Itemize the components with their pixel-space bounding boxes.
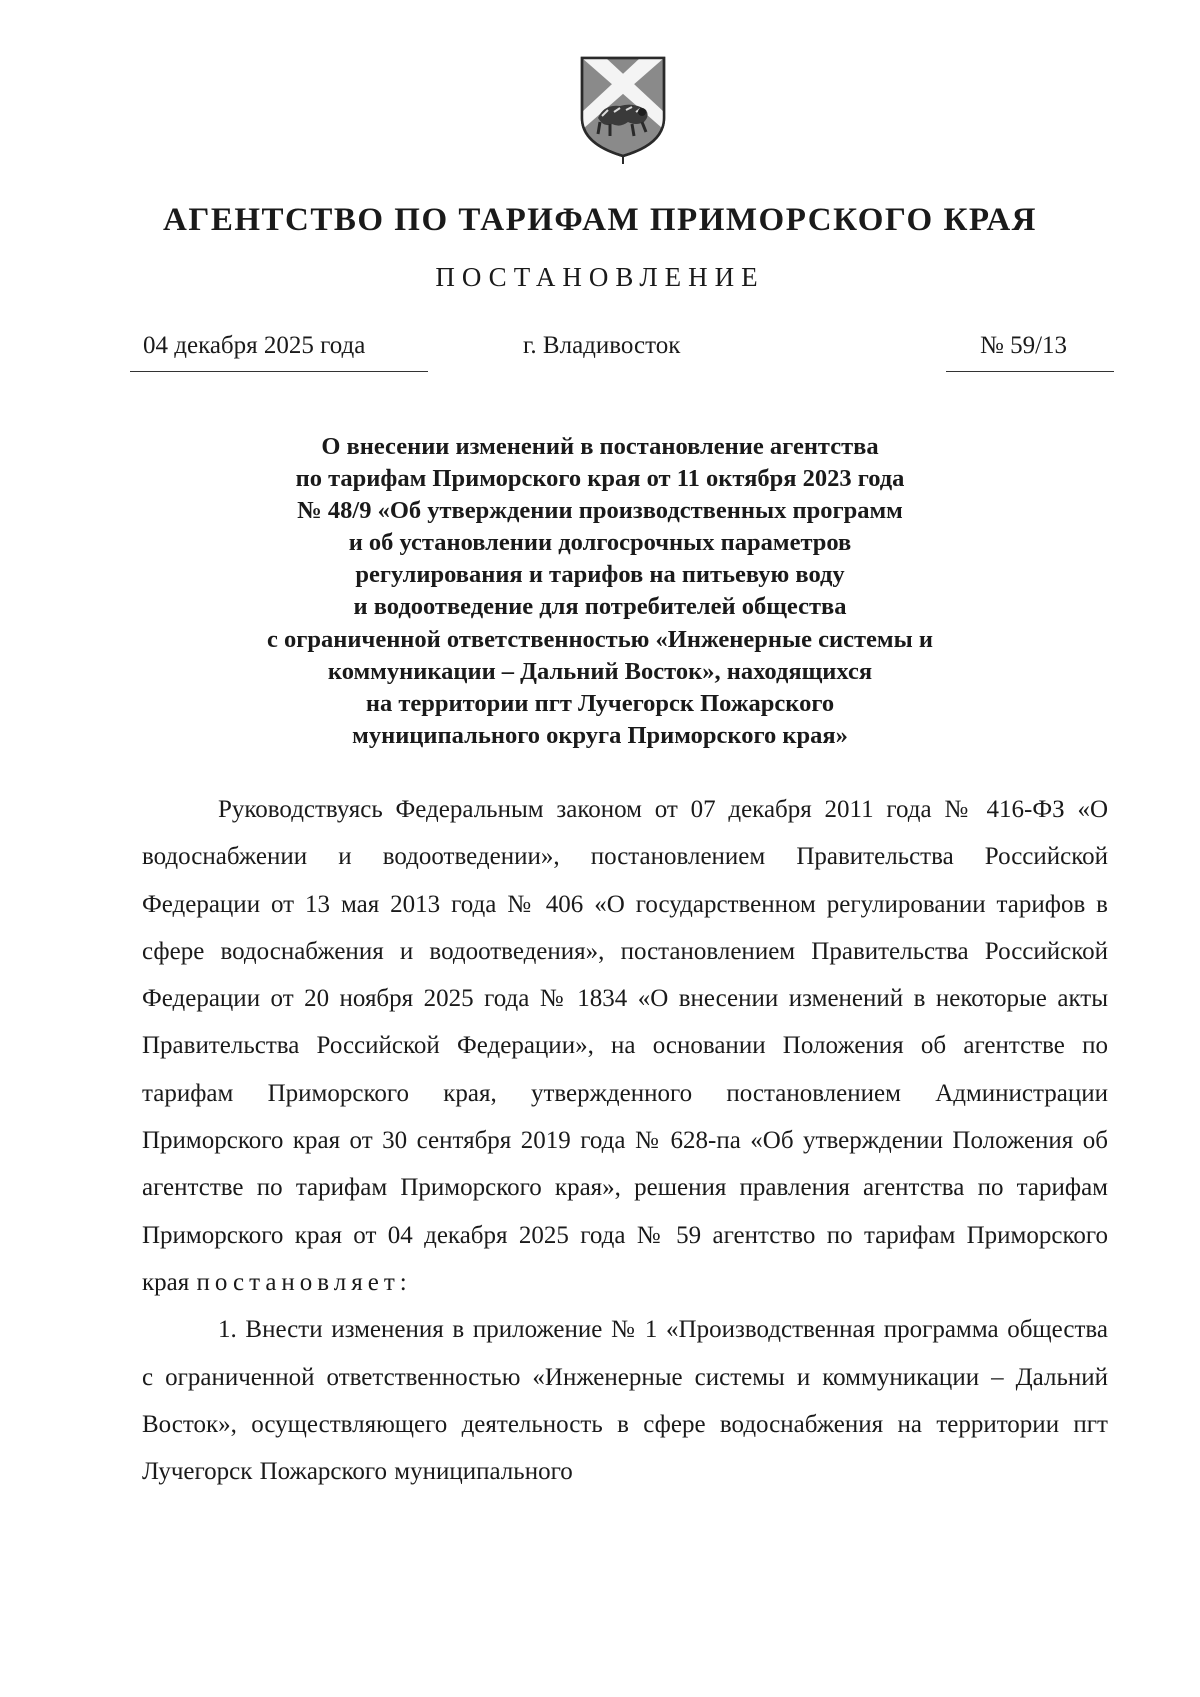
document-title — [150, 431, 1050, 752]
resolves-word: постановляет: — [196, 1268, 412, 1296]
document-date: 04 декабря 2025 года — [143, 332, 366, 359]
number-underline — [946, 371, 1114, 372]
title-line: и об установлении долгосрочных параметров — [348, 529, 852, 557]
document-body — [142, 786, 1108, 1495]
coat-of-arms-icon — [576, 52, 670, 166]
title-line: регулирования и тарифов на питьевую воду — [355, 561, 845, 589]
document-city: г. Владивосток — [523, 332, 681, 359]
title-line: муниципального округа Приморского края» — [352, 721, 848, 749]
preamble-text: Руководствуясь Федеральным законом от 07 декабря 2011 года № 416-ФЗ «О водоснабжении и водоотведении», постановлением Правительства Российской Федерации от 13 мая 2013 года № 406 «О государственном регулировании тарифов в сфере водоснабжения и водоотведения», постановлением Правительства Российской Федерации от 20 ноября 2025 года № 1834 «О внесении изменений в некоторые акты Правительства Российской Федерации», на основании Положения об агентстве по тарифам Приморского края, утвержденного постановлением Администрации Приморского края от 30 сентября 2019 года № 628-па «Об утверждении Положения об агентстве по тарифам Приморского края», решения правления агентства по тарифам Приморского края от 04 декабря 2025 года № 59 агентство по тарифам Приморского края — [142, 796, 1108, 1296]
title-line: на территории пгт Лучегорск Пожарского — [365, 689, 835, 717]
title-line: О внесении изменений в постановление агентства — [321, 433, 879, 460]
document-type: ПОСТАНОВЛЕНИЕ — [435, 262, 765, 292]
item-1-paragraph: 1. Внести изменения в приложение № 1 «Производственная программа общества с ограниченной ответственностью «Инженерные системы и коммуникации – Дальний Восток», осуществляющего деятельность в сфере водоснабжения на территории пгт Лучегорск Пожарского муниципального — [142, 1316, 1108, 1486]
agency-name: АГЕНТСТВО ПО ТАРИФАМ ПРИМОРСКОГО КРАЯ — [163, 202, 1037, 238]
title-line: по тарифам Приморского края от 11 октября 2023 года — [295, 465, 905, 493]
title-line: № 48/9 «Об утверждении производственных программ — [297, 497, 903, 525]
date-underline — [130, 371, 428, 372]
title-line: с ограниченной ответственностью «Инженерные системы и — [267, 625, 933, 653]
preamble-paragraph — [142, 786, 1108, 1306]
title-line: коммуникации – Дальний Восток», находящихся — [327, 657, 873, 685]
title-line: и водоотведение для потребителей общества — [353, 593, 847, 621]
document-number: № 59/13 — [980, 332, 1068, 359]
